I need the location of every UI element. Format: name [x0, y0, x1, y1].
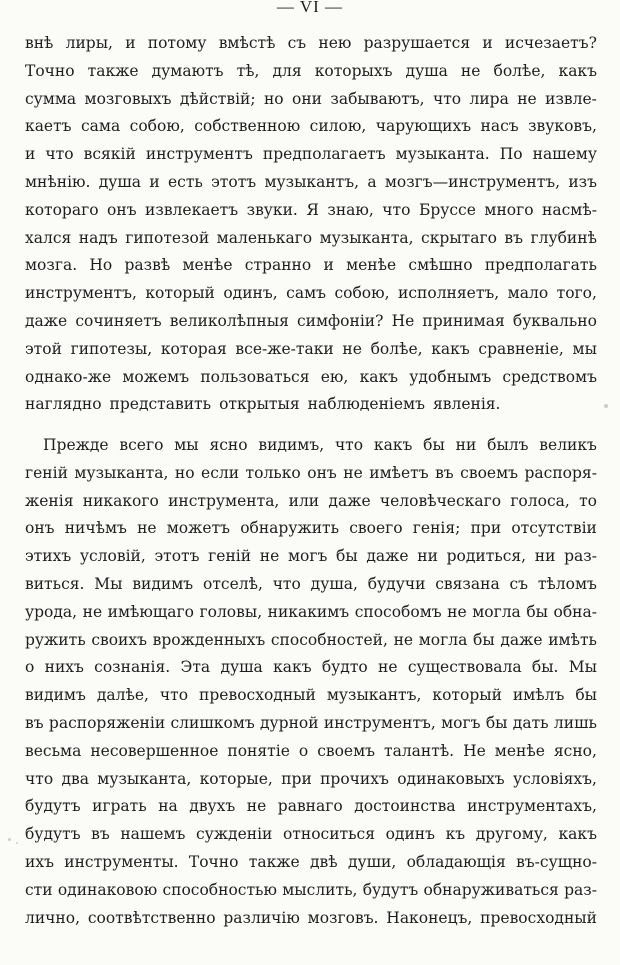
text-line: геній музыканта, но если только онъ не имѣетъ въ своемъ распоря-	[25, 463, 597, 482]
text-line: о нихъ сознанія. Эта душа какъ будто не существовала бы. Мы	[25, 658, 597, 677]
text-line: Прежде всего мы ясно видимъ, что какъ бы ни былъ великъ	[43, 436, 597, 454]
text-line: будутъ играть на двухъ не равнаго достоинства инструментахъ,	[25, 797, 597, 816]
paragraph-1	[25, 30, 597, 419]
text-line: виться. Мы видимъ отселѣ, что душа, будучи связана съ тѣломъ	[25, 574, 597, 593]
text-line: хался надъ гипотезой маленькаго музыканта, скрытаго въ глубинѣ	[25, 228, 597, 247]
text-line: въ распоряженіи слишкомъ дурной инструментъ, могъ бы дать лишь	[25, 713, 597, 732]
text-line: ружить своихъ врожденныхъ способностей, не могла бы даже имѣть	[25, 630, 597, 649]
paper-speck	[604, 404, 608, 408]
text-line: мозга. Но развѣ менѣе странно и менѣе смѣшно предполагать	[25, 256, 597, 275]
text-line: этой гипотезы, которая все-же-таки не болѣе, какъ сравненіе, мы	[25, 339, 597, 358]
text-line: лично, соотвѣтственно различію мозговъ. Наконецъ, превосходный	[25, 908, 597, 927]
text-line: котораго онъ извлекаетъ звуки. Я знаю, что Бруссе много насмѣ-	[25, 200, 597, 219]
text-line: и что всякій инструментъ предполагаетъ музыканта. По нашему	[25, 145, 597, 164]
text-line: внѣ лиры, и потому вмѣстѣ съ нею разрушается и исчезаетъ?	[25, 34, 597, 52]
text-line: весьма несовершенное понятіе о своемъ талантѣ. Не менѣе ясно,	[25, 741, 597, 760]
text-line: инструментъ, который одинъ, самъ собою, исполняетъ, мало того,	[25, 284, 597, 303]
text-line: даже сочиняетъ великолѣпныя симфоніи? Не принимая буквально	[25, 311, 597, 330]
paragraph-2	[25, 432, 597, 932]
text-line: женія никакого инструмента, или даже человѣческаго голоса, то	[25, 491, 597, 510]
text-line: урода, не имѣющаго головы, никакимъ способомъ не могла бы обна-	[25, 602, 597, 621]
text-line: сумма мозговыхъ дѣйствій; но они забываютъ, что лира не извле-	[25, 89, 597, 108]
paper-speck	[16, 842, 18, 844]
text-line: будутъ въ нашемъ сужденіи относиться одинъ къ другому, какъ	[25, 825, 597, 844]
text-line: видимъ далѣе, что превосходный музыкантъ, который имѣлъ бы	[25, 686, 597, 705]
paper-speck	[8, 838, 11, 841]
text-line: ихъ инструменты. Точно также двѣ души, обладающія въ-сущно-	[25, 852, 597, 871]
text-line: сти одинаковою способностью мыслить, будутъ обнаруживаться раз-	[25, 880, 597, 899]
text-line: онъ ничѣмъ не можетъ обнаружить своего генія; при отсутствіи	[25, 519, 597, 538]
text-line: однако-же можемъ пользоваться ею, какъ удобнымъ средствомъ	[25, 367, 597, 386]
text-line: этихъ условій, этотъ геній не могъ бы даже ни родиться, ни раз-	[25, 547, 597, 566]
text-line: Точно также думаютъ тѣ, для которыхъ душа не болѣе, какъ	[25, 61, 597, 80]
text-line: мнѣнію. душа и есть этотъ музыкантъ, а мозгъ—инструментъ, изъ	[25, 172, 597, 191]
text-line: каетъ сама собою, собственною силою, чарующихъ насъ звуковъ,	[25, 117, 597, 136]
text-line: что два музыканта, которые, при прочихъ одинаковыхъ условіяхъ,	[25, 769, 597, 788]
page-number: — VI —	[276, 0, 344, 16]
text-line: наглядно представить открытыя наблюденіемъ явленія.	[25, 395, 501, 414]
